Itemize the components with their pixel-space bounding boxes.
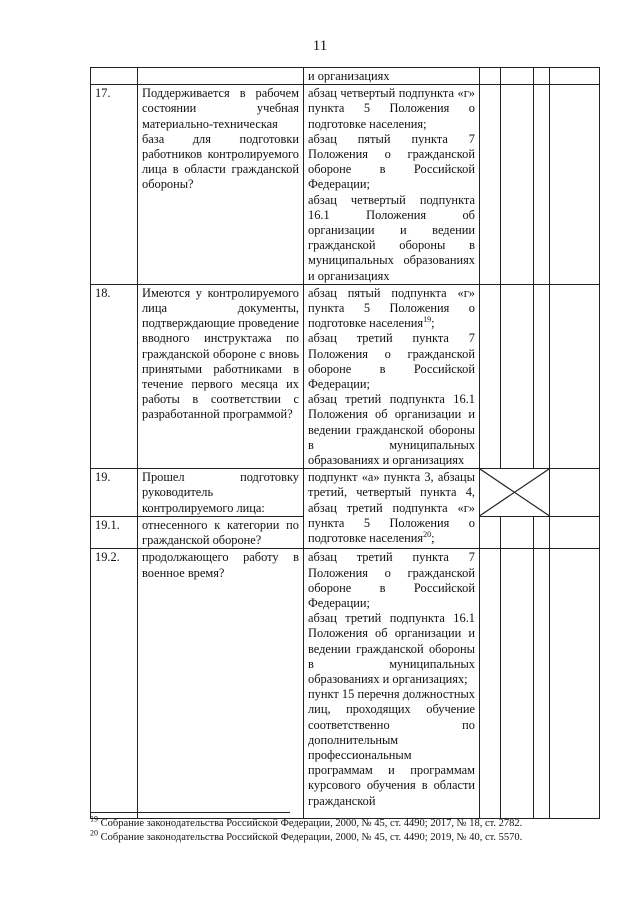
table-row xyxy=(91,68,600,85)
answer-yes-cell xyxy=(480,68,501,85)
requisite-line: абзац третий подпункта 16.1 Положения об организации и ведении гражданской обороны в муниципальных образованиях и организациях; xyxy=(308,611,475,686)
footnote-mark: 19 xyxy=(90,814,98,824)
table-row xyxy=(91,469,600,517)
answer-no-cell xyxy=(501,549,534,819)
answer-no-cell xyxy=(501,68,534,85)
requisites-cell xyxy=(304,469,480,549)
requisite-text: абзац пятый подпункта «г» пункта 5 Положения о подготовке населения xyxy=(308,285,475,331)
checklist-table xyxy=(90,67,600,819)
table-row xyxy=(91,284,600,468)
row-number xyxy=(91,68,138,85)
requisites-cell xyxy=(304,85,480,285)
note-cell xyxy=(550,549,600,819)
row-number: 18. xyxy=(91,284,138,468)
footnote-text: Собрание законодательства Российской Федерации, 2000, № 45, ст. 4490; 2017, № 18, ст. 2782. xyxy=(100,818,523,829)
question-cell: продолжающего работу в военное время? xyxy=(138,549,304,819)
note-cell xyxy=(550,68,600,85)
answer-na-cell xyxy=(534,68,550,85)
footnote-text: Собрание законодательства Российской Федерации, 2000, № 45, ст. 4490; 2019, № 40, ст. 5570. xyxy=(100,832,523,843)
footnote-mark: 20 xyxy=(90,828,98,838)
requisite-line: абзац третий подпункта 16.1 Положения об организации и ведении гражданской обороны в муниципальных образованиях и организациях xyxy=(308,392,475,468)
question-cell: отнесенного к категории по гражданской обороне? xyxy=(138,516,304,548)
requisite-tail: ; xyxy=(431,316,435,331)
requisite-line: абзац четвертый подпункта «г» пункта 5 Положения о подготовке населения; xyxy=(308,86,475,131)
answer-no-cell xyxy=(501,516,534,548)
answer-yes-cell xyxy=(480,516,501,548)
answer-no-cell xyxy=(501,284,534,468)
footnotes xyxy=(90,814,560,845)
answer-no-cell xyxy=(501,85,534,285)
answer-yes-cell xyxy=(480,284,501,468)
question-cell: Поддерживается в рабочем состоянии учебная материально-техническая база для подготовки работников контролируемого лица в области гражданской обороны? xyxy=(138,85,304,285)
question-cell: Имеются у контролируемого лица документы, подтверждающие проведение вводного инструктажа по гражданской обороне с вновь принятыми работниками в течение первого месяца их работы в соответствии с разработанной программой? xyxy=(138,284,304,468)
requisites-cell xyxy=(304,68,480,85)
note-cell xyxy=(550,85,600,285)
question-cell xyxy=(138,68,304,85)
requisite-line xyxy=(308,470,475,546)
footnote-divider xyxy=(90,812,290,813)
answer-na-cell xyxy=(534,85,550,285)
footnote-ref: 20 xyxy=(423,529,432,539)
row-number: 17. xyxy=(91,85,138,285)
row-number: 19.2. xyxy=(91,549,138,819)
footnote xyxy=(90,814,560,831)
requisites-cell xyxy=(304,549,480,819)
requisite-line: и организациях xyxy=(308,69,390,83)
requisite-line: пункт 15 перечня должностных лиц, проходящих обучение соответственно по дополнительным профессиональным программам и программам курсового обучения в области гражданской xyxy=(308,687,475,808)
requisites-cell xyxy=(304,284,480,468)
note-cell xyxy=(550,516,600,548)
row-number: 19. xyxy=(91,469,138,517)
note-cell xyxy=(550,469,600,517)
answer-na-cell xyxy=(534,549,550,819)
answer-na-cell xyxy=(534,284,550,468)
requisite-tail: ; xyxy=(431,531,435,546)
table-row xyxy=(91,85,600,285)
row-number: 19.1. xyxy=(91,516,138,548)
answer-na-cell xyxy=(534,516,550,548)
answer-yes-cell xyxy=(480,85,501,285)
table-row xyxy=(91,549,600,819)
cross-mark xyxy=(480,469,549,516)
requisite-line: абзац четвертый подпункта 16.1 Положения об организации и ведении гражданской обороны в муниципальных образованиях и организациях xyxy=(308,192,475,283)
crossed-out-cell xyxy=(480,469,550,517)
question-cell: Прошел подготовку руководитель контролируемого лица: xyxy=(138,469,304,517)
requisite-line: абзац пятый пункта 7 Положения о гражданской обороне в Российской Федерации; xyxy=(308,131,475,192)
requisite-line: абзац третий пункта 7 Положения о гражданской обороне в Российской Федерации; xyxy=(308,331,475,392)
note-cell xyxy=(550,284,600,468)
requisite-line xyxy=(308,286,475,332)
footnote xyxy=(90,828,560,845)
page-number: 11 xyxy=(312,38,328,54)
answer-yes-cell xyxy=(480,549,501,819)
footnote-ref: 19 xyxy=(423,315,432,325)
requisite-line: абзац третий пункта 7 Положения о гражданской обороне в Российской Федерации; xyxy=(308,550,475,610)
requisite-text: подпункт «а» пункта 3, абзацы третий, четвертый пункта 4, абзац третий подпункта «г» пункта 5 Положения о подготовке населения xyxy=(308,470,475,546)
